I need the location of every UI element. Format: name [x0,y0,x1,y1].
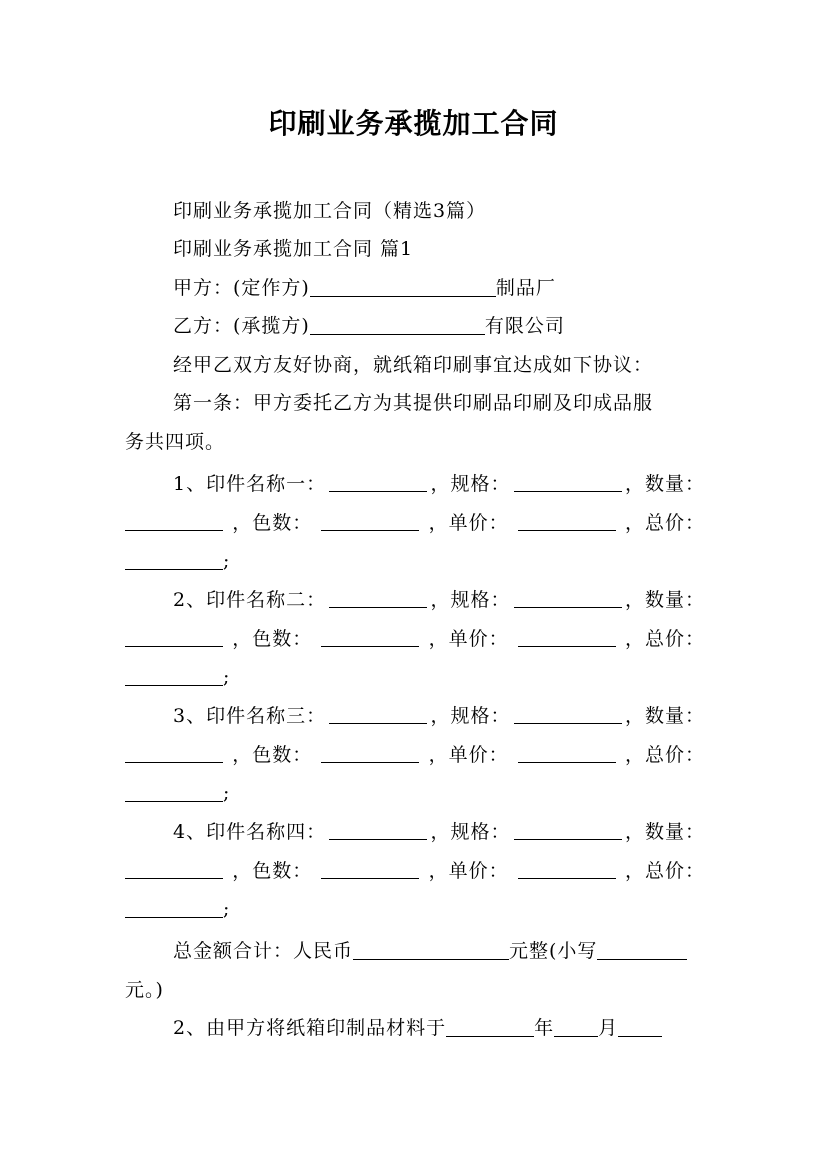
color-blank[interactable] [321,743,419,763]
item-3-line1 [173,704,705,728]
party-b-line [173,314,705,338]
item-end: ; [223,898,231,920]
total-label: ，总价： [624,860,705,882]
price-label: ，单价： [428,628,509,650]
total-amount-mid: 元整(小写 [509,940,598,962]
total-blank[interactable] [125,898,223,918]
total-label: ，总价： [624,628,705,650]
party-a-suffix: 制品厂 [495,277,556,299]
item-name-label: 2、印件名称二： [173,589,327,611]
item-name-blank[interactable] [329,588,427,608]
spec-blank[interactable] [514,472,622,492]
total-blank[interactable] [125,666,223,686]
month-blank[interactable] [618,1017,662,1037]
clause-2-date-blank[interactable] [446,1017,534,1037]
price-blank[interactable] [518,511,616,531]
qty-label: ，数量： [624,589,705,611]
item-name-label: 4、印件名称四： [173,821,327,843]
item-4-line3 [125,897,705,921]
color-blank[interactable] [321,627,419,647]
color-blank[interactable] [321,511,419,531]
section-heading: 印刷业务承揽加工合同 篇1 [173,238,414,260]
total-amount-label: 总金额合计：人民币 [173,940,354,962]
qty-blank[interactable] [125,859,223,879]
item-name-blank[interactable] [329,704,427,724]
year-label: 年 [534,1017,555,1039]
total-label: ，总价： [624,744,705,766]
total-blank[interactable] [125,782,223,802]
qty-label: ，数量： [624,705,705,727]
intro-paragraph: 经甲乙双方友好协商，就纸箱印刷事宜达成如下协议： [173,354,654,376]
price-blank[interactable] [518,627,616,647]
spec-label: ，规格： [430,705,511,727]
total-amount-blank[interactable] [353,940,509,960]
price-label: ，单价： [428,744,509,766]
qty-label: ，数量： [624,821,705,843]
item-1-line3 [125,549,705,573]
item-name-label: 3、印件名称三： [173,705,327,727]
article1-line1: 第一条：甲方委托乙方为其提供印刷品印刷及印成品服 [173,392,654,414]
spec-label: ，规格： [430,821,511,843]
item-1-line1 [173,472,705,496]
total-amount-end: 元。) [125,979,164,1001]
price-blank[interactable] [518,859,616,879]
party-b-blank[interactable] [310,315,485,335]
color-label: ，色数： [232,628,313,650]
item-3-line2 [125,743,705,767]
color-label: ，色数： [232,860,313,882]
item-1-line2 [125,511,705,535]
item-name-blank[interactable] [329,472,427,492]
color-blank[interactable] [321,859,419,879]
qty-blank[interactable] [125,627,223,647]
spec-blank[interactable] [514,704,622,724]
party-a-blank[interactable] [310,277,496,297]
spec-label: ，规格： [430,589,511,611]
document-title: 印刷业务承揽加工合同 [268,107,559,140]
item-4-line2 [125,859,705,883]
item-end: ; [223,666,231,688]
total-amount-small-blank[interactable] [597,940,687,960]
item-2-line3 [125,665,705,689]
qty-blank[interactable] [125,743,223,763]
item-name-blank[interactable] [329,820,427,840]
month-label: 月 [598,1017,619,1039]
item-end: ; [223,550,231,572]
qty-label: ，数量： [624,473,705,495]
spec-blank[interactable] [514,820,622,840]
total-amount-line [173,939,705,963]
color-label: ，色数： [232,744,313,766]
article1-line2: 务共四项。 [125,431,226,453]
spec-blank[interactable] [514,588,622,608]
qty-blank[interactable] [125,511,223,531]
price-blank[interactable] [518,743,616,763]
price-label: ，单价： [428,860,509,882]
clause-2-line [173,1016,705,1040]
party-b-suffix: 有限公司 [484,315,565,337]
item-3-line3 [125,781,705,805]
document-subtitle: 印刷业务承揽加工合同（精选3篇） [173,200,487,222]
item-4-line1 [173,820,705,844]
item-2-line2 [125,627,705,651]
price-label: ，单价： [428,512,509,534]
party-a-label: 甲方：(定作方) [173,277,310,299]
total-blank[interactable] [125,550,223,570]
item-name-label: 1、印件名称一： [173,473,327,495]
party-a-line [173,276,705,300]
color-label: ，色数： [232,512,313,534]
year-blank[interactable] [554,1017,598,1037]
spec-label: ，规格： [430,473,511,495]
item-2-line1 [173,588,705,612]
clause-2-text: 2、由甲方将纸箱印制品材料于 [173,1017,447,1039]
item-end: ; [223,782,231,804]
total-label: ，总价： [624,512,705,534]
party-b-label: 乙方：(承揽方) [173,315,310,337]
